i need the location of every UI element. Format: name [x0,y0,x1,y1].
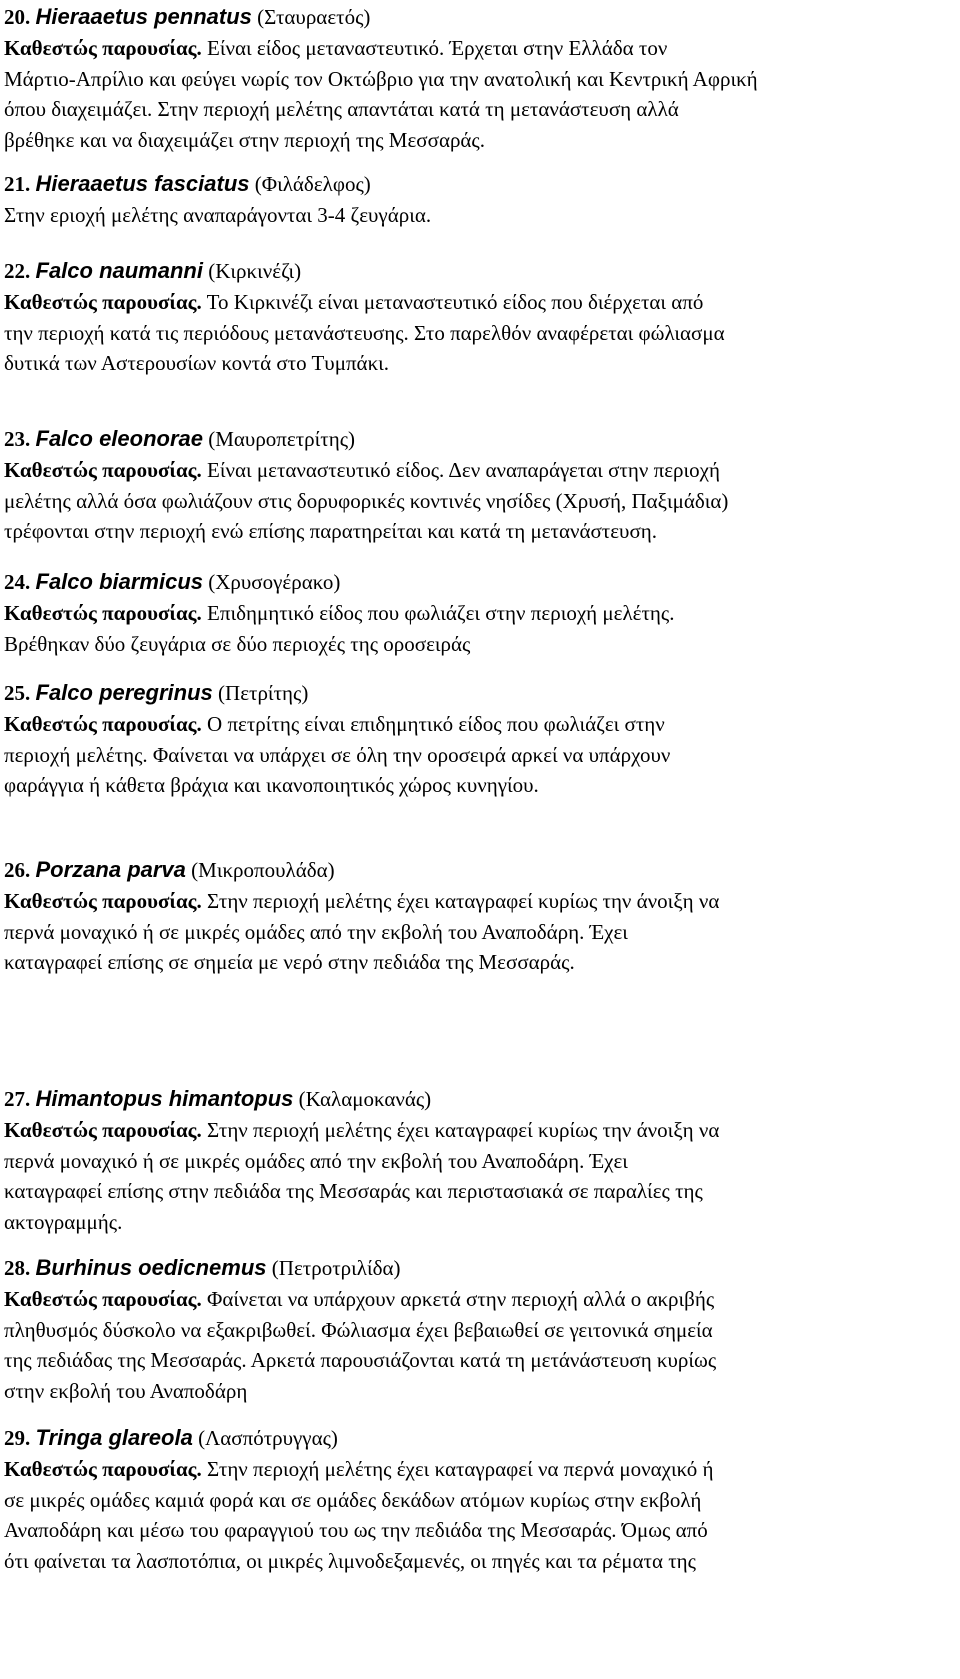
species-entry-27 [4,1084,954,1238]
entry-line [4,709,954,740]
entry-line: βρέθηκε και να διαχειμάζει στην περιοχή της Μεσσαράς. [4,128,485,153]
entry-line: καταγραφεί επίσης σε σημεία με νερό στην πεδιάδα της Μεσσαράς. [4,950,575,975]
entry-text: Ο πετρίτης είναι επιδημητικό είδος που φωλιάζει στην [207,711,665,736]
scientific-name: Falco peregrinus [35,680,213,705]
scientific-name: Himantopus himantopus [35,1086,294,1111]
species-entry-24 [4,567,954,659]
entry-line: Βρέθηκαν δύο ζευγάρια σε δύο περιοχές της οροσειράς [4,631,471,656]
entry-line [4,598,954,629]
entry-line: Στην εριοχή μελέτης αναπαράγονται 3-4 ζευγάρια. [4,202,432,227]
entry-number: 29. [4,1426,31,1450]
entry-number: 21. [4,172,31,196]
entry-line: δυτικά των Αστερουσίων κοντά στο Τυμπάκι. [4,351,390,376]
entry-line [4,33,954,64]
entry-heading [4,169,954,200]
entry-line: ότι φαίνεται τα λασποτόπια, οι μικρές λιμνοδεξαμενές, οι πηγές και τα ρέματα της [4,1549,696,1574]
presence-status-label: Καθεστώς παρουσίας. [4,1286,202,1311]
entry-number: 20. [4,5,31,29]
entry-line: σε μικρές ομάδες καμιά φορά και σε ομάδες δεκάδων ατόμων κυρίως στην εκβολή [4,1487,702,1512]
entry-heading [4,424,954,455]
entry-heading [4,1084,954,1115]
entry-line: τρέφονται στην περιοχή ενώ επίσης παρατηρείται και κατά τη μετανάστευση. [4,519,658,544]
common-name: (Καλαμοκανάς) [298,1087,432,1111]
entry-line [4,1284,954,1315]
entry-line: καταγραφεί επίσης στην πεδιάδα της Μεσσαράς και περιστασιακά σε παραλίες της [4,1179,703,1204]
entry-line: όπου διαχειμάζει. Στην περιοχή μελέτης απαντάται κατά τη μετανάστευση αλλά [4,97,679,122]
entry-line [4,886,954,917]
species-entry-26 [4,855,954,978]
species-entry-21 [4,169,954,231]
entry-text: Είναι είδος μεταναστευτικό. Έρχεται στην Ελλάδα τον [207,35,668,60]
presence-status-label: Καθεστώς παρουσίας. [4,289,202,314]
entry-heading [4,2,954,33]
species-entry-22 [4,256,954,379]
presence-status-label: Καθεστώς παρουσίας. [4,457,202,482]
entry-line: Αναποδάρη και μέσω του φαραγγιού του ως την πεδιάδα της Μεσσαράς. Όμως από [4,1518,708,1543]
entry-line: φαράγγια ή κάθετα βράχια και ικανοποιητικός χώρος κυνηγίου. [4,773,539,798]
entry-line: την περιοχή κατά τις περιόδους μετανάστευσης. Στο παρελθόν αναφέρεται φώλιασμα [4,320,725,345]
presence-status-label: Καθεστώς παρουσίας. [4,600,202,625]
entry-heading [4,1253,954,1284]
scientific-name: Falco eleonorae [35,426,204,451]
common-name: (Πετρίτης) [218,681,309,705]
entry-heading [4,1423,954,1454]
species-entry-23 [4,424,954,547]
scientific-name: Hieraaetus pennatus [35,4,252,29]
common-name: (Μικροπουλάδα) [191,858,335,882]
entry-line: πληθυσμός δύσκολο να εξακριβωθεί. Φώλιασμα έχει βεβαιωθεί σε γειτονικά σημεία [4,1317,713,1342]
presence-status-label: Καθεστώς παρουσίας. [4,888,202,913]
scientific-name: Falco biarmicus [35,569,204,594]
entry-heading [4,256,954,287]
entry-line [4,1454,954,1485]
entry-text: Στην περιοχή μελέτης έχει καταγραφεί κυρίως την άνοιξη να [207,1117,720,1142]
entry-line: περιοχή μελέτης. Φαίνεται να υπάρχει σε όλη την οροσειρά αρκεί να υπάρχουν [4,742,671,767]
common-name: (Σταυραετός) [257,5,371,29]
entry-heading [4,567,954,598]
entry-line [4,1115,954,1146]
entry-number: 25. [4,681,31,705]
common-name: (Λασπότρυγγας) [198,1426,338,1450]
scientific-name: Porzana parva [35,857,186,882]
entry-line [4,455,954,486]
entry-number: 28. [4,1256,31,1280]
presence-status-label: Καθεστώς παρουσίας. [4,711,202,736]
entry-text: Είναι μεταναστευτικό είδος. Δεν αναπαράγεται στην περιοχή [207,457,720,482]
species-entry-29 [4,1423,954,1577]
species-entry-20 [4,2,954,156]
entry-line: περνά μοναχικό ή σε μικρές ομάδες από την εκβολή του Αναποδάρη. Έχει [4,919,628,944]
entry-text: Φαίνεται να υπάρχουν αρκετά στην περιοχή αλλά ο ακριβής [207,1286,715,1311]
entry-number: 24. [4,570,31,594]
entry-number: 26. [4,858,31,882]
species-entry-25 [4,678,954,801]
entry-text: Στην περιοχή μελέτης έχει καταγραφεί κυρίως την άνοιξη να [207,888,720,913]
presence-status-label: Καθεστώς παρουσίας. [4,1117,202,1142]
entry-line: ακτογραμμής. [4,1210,123,1235]
scientific-name: Burhinus oedicnemus [35,1255,267,1280]
entry-line: Μάρτιο-Απρίλιο και φεύγει νωρίς τον Οκτώβριο για την ανατολική και Κεντρική Αφρική [4,66,758,91]
common-name: (Χρυσογέρακο) [208,570,341,594]
entry-line: περνά μοναχικό ή σε μικρές ομάδες από την εκβολή του Αναποδάρη. Έχει [4,1148,628,1173]
entry-heading [4,855,954,886]
entry-line [4,287,954,318]
entry-line: στην εκβολή του Αναποδάρη [4,1379,248,1404]
common-name: (Πετροτριλίδα) [271,1256,401,1280]
scientific-name: Hieraaetus fasciatus [35,171,250,196]
entry-heading [4,678,954,709]
entry-number: 22. [4,259,31,283]
common-name: (Φιλάδελφος) [254,172,371,196]
presence-status-label: Καθεστώς παρουσίας. [4,1456,202,1481]
entry-number: 23. [4,427,31,451]
scientific-name: Tringa glareola [35,1425,193,1450]
species-entry-28 [4,1253,954,1407]
common-name: (Μαυροπετρίτης) [208,427,356,451]
entry-text: Επιδημητικό είδος που φωλιάζει στην περιοχή μελέτης. [207,600,675,625]
entry-text: Στην περιοχή μελέτης έχει καταγραφεί να περνά μοναχικό ή [207,1456,714,1481]
entry-number: 27. [4,1087,31,1111]
entry-line: μελέτης αλλά όσα φωλιάζουν στις δορυφορικές κοντινές νησίδες (Χρυσή, Παξιμάδια) [4,488,729,513]
entry-text: Το Κιρκινέζι είναι μεταναστευτικό είδος που διέρχεται από [206,289,704,314]
common-name: (Κιρκινέζι) [208,259,302,283]
scientific-name: Falco naumanni [35,258,203,283]
entry-line: της πεδιάδας της Μεσσαράς. Αρκετά παρουσιάζονται κατά τη μετάνάστευση κυρίως [4,1348,717,1373]
presence-status-label: Καθεστώς παρουσίας. [4,35,202,60]
